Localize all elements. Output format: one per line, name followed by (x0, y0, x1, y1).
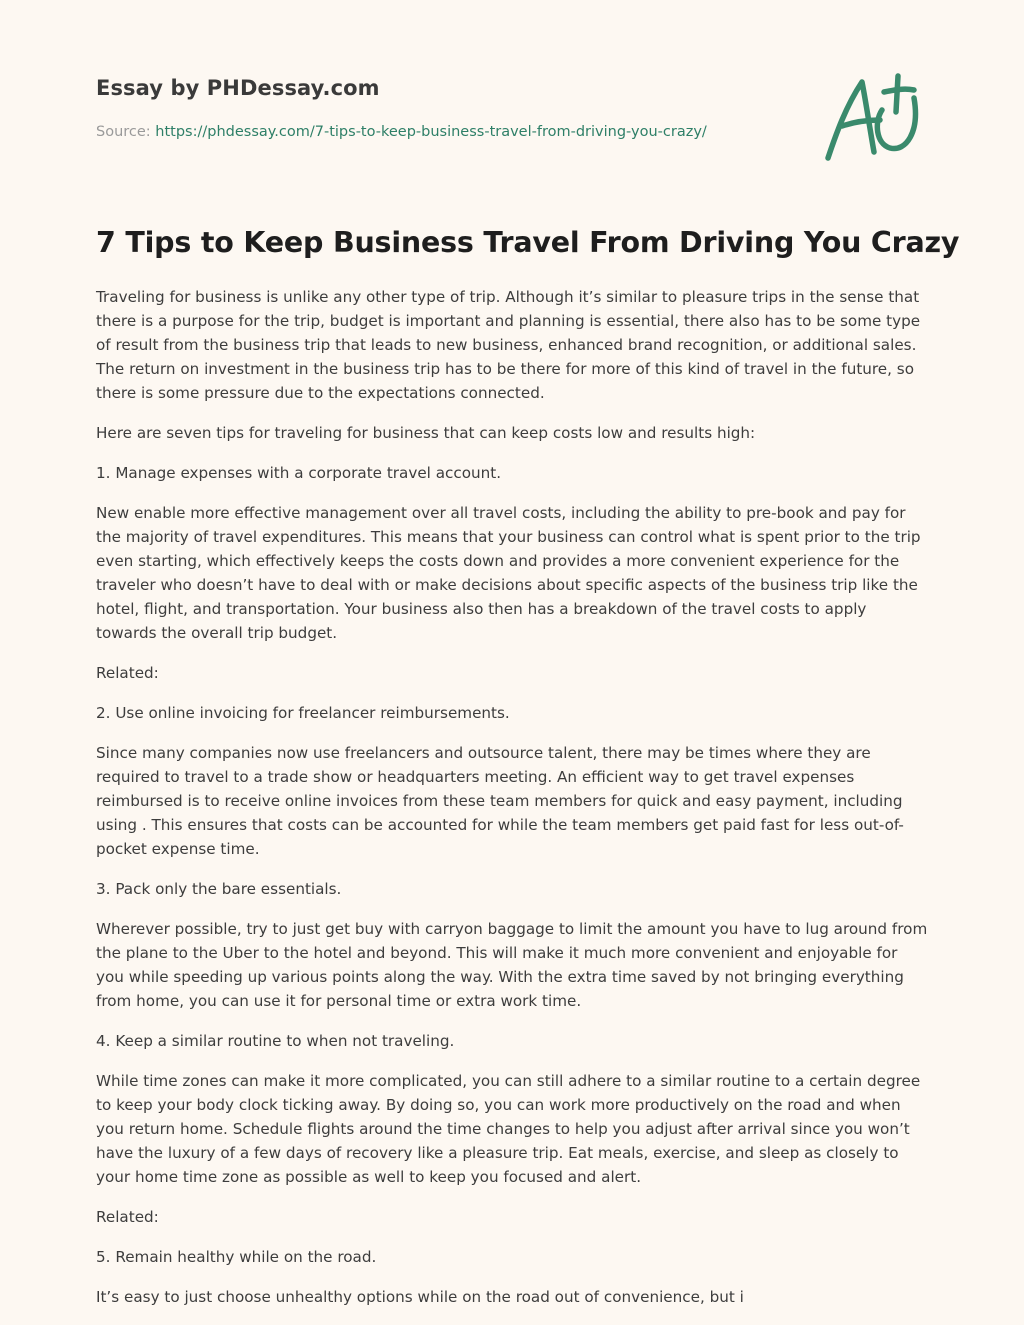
related-label: Related: (96, 664, 159, 682)
source-link[interactable]: https://phdessay.com/7-tips-to-keep-business-travel-from-driving-you-crazy/ (155, 124, 707, 140)
tip-1-paragraph: New enable more effective management over all travel costs, including the ability to pre-book and pay for the majority of travel expenditures. This means that your business can control what is spent prior to the trip even starting, which effectively keeps the costs down and provides a more convenient experience for the traveler who doesn’t have to deal with or make decisions about specific aspects of the business trip like the hotel, flight, and transportation. Your business also then has a breakdown of the travel costs to apply towards the overall trip budget. (96, 504, 921, 642)
tip-4-paragraph: While time zones can make it more complicated, you can still adhere to a similar routine to a certain degree to keep your body clock ticking away. By doing so, you can work more productively on the road and when you return home. Schedule flights around the time changes to help you adjust after arrival since you won’t have the luxury of a few days of recovery like a pleasure trip. Eat meals, exercise, and sleep as closely to your home time zone as possible as well to keep you focused and alert. (96, 1072, 921, 1186)
tip-1-heading: 1. Manage expenses with a corporate travel account. (96, 464, 502, 482)
article-body (96, 285, 928, 1325)
tip-3-heading: 3. Pack only the bare essentials. (96, 880, 342, 898)
tip-3-paragraph: Wherever possible, try to just get buy with carryon baggage to limit the amount you have to lug around from the plane to the Uber to the hotel and beyond. This will make it much more convenient and enjoyable for you while speeding up various points along the way. With the extra time saved by not bringing everything from home, you can use it for personal time or extra work time. (96, 920, 928, 1010)
tip-2-heading: 2. Use online invoicing for freelancer reimbursements. (96, 704, 510, 722)
tips-intro-paragraph: Here are seven tips for traveling for business that can keep costs low and results high: (96, 424, 756, 442)
tip-5-paragraph: It’s easy to just choose unhealthy options while on the road out of convenience, but i (96, 1288, 744, 1306)
tip-5-heading: 5. Remain healthy while on the road. (96, 1248, 377, 1266)
related-label: Related: (96, 1208, 159, 1226)
site-brand: Essay by PHDessay.com (96, 76, 380, 100)
tip-4-heading: 4. Keep a similar routine to when not traveling. (96, 1032, 455, 1050)
a-plus-grade-icon (822, 68, 928, 166)
article-title: 7 Tips to Keep Business Travel From Driving You Crazy (96, 226, 960, 259)
tip-2-paragraph: Since many companies now use freelancers and outsource talent, there may be times where they are required to travel to a trade show or headquarters meeting. An efficient way to get travel expenses reimbursed is to receive online invoices from these team members for quick and easy payment, including using . This ensures that costs can be accounted for while the team members get paid fast for less out-of-pocket expense time. (96, 744, 904, 858)
source-line (96, 124, 707, 140)
source-label: Source: (96, 124, 156, 140)
intro-paragraph: Traveling for business is unlike any other type of trip. Although it’s similar to pleasure trips in the sense that there is a purpose for the trip, budget is important and planning is essential, there also has to be some type of result from the business trip that leads to new business, enhanced brand recognition, or additional sales. The return on investment in the business trip has to be there for more of this kind of travel in the future, so there is some pressure due to the expectations connected. (96, 288, 921, 402)
